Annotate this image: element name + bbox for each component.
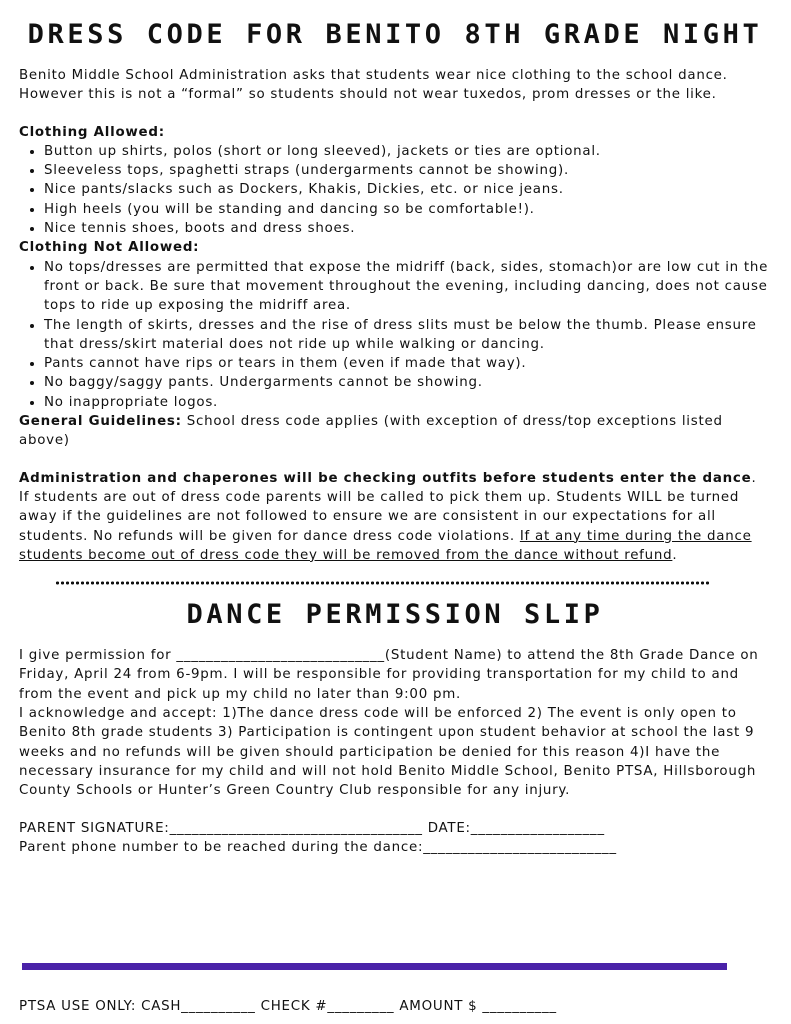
admin-text: . If students are out of dress code parents will be called to pick them up. Students WILL be turned away if the guidelines are not followed to ensure we are consistent in our expectations for all students. No refunds will be given for dance dress code violations. <box>19 470 757 544</box>
dotted-divider <box>55 580 711 586</box>
dress-code-title: DRESS CODE FOR BENITO 8TH GRADE NIGHT <box>27 19 763 50</box>
acknowledgement-paragraph: I acknowledge and accept: 1)The dance dress code will be enforced 2) The event is only open to Benito 8th grade students 3) Participation is contingent upon student behavior at school the last 9 weeks and no refunds will be given should participation be denied for this reason 4)I have the necessary insurance for my child and will not hold Benito Middle School, Benito PTSA, Hillsborough County Schools or Hunter’s Green Country Club responsible for any injury. <box>19 706 757 799</box>
list-item: • High heels (you will be standing and dancing so be comfortable!). <box>44 200 771 219</box>
permission-paragraph: I give permission for ____________________________(Student Name) to attend the 8th Grade Dance on Friday, April 24 from 6-9pm. I will be responsible for providing transportation for my child to and from the event and pick up my child no later than 9:00 pm. <box>19 648 759 702</box>
admin-end: . <box>672 547 678 563</box>
list-item: • No inappropriate logos. <box>44 393 771 412</box>
list-item: • No tops/dresses are permitted that expose the midriff (back, sides, stomach)or are low cut in the front or back. Be sure that movement throughout the evening, including dancing, does not cause tops to ride up exposing the midriff area. <box>44 258 771 316</box>
list-item: • Sleeveless tops, spaghetti straps (undergarments cannot be showing). <box>44 161 771 180</box>
document-page <box>19 0 771 1014</box>
general-guidelines <box>19 412 771 451</box>
allowed-list <box>19 142 771 238</box>
list-item: • No baggy/saggy pants. Undergarments cannot be showing. <box>44 373 771 392</box>
guidelines-text: School dress code applies (with exception of dress/top exceptions listed above) <box>19 414 723 449</box>
permission-slip-title: DANCE PERMISSION SLIP <box>186 599 604 631</box>
admin-underlined-text: If at any time during the dance students become out of dress code they will be removed from the dance without refund <box>19 528 752 563</box>
allowed-heading: Clothing Allowed: <box>19 124 165 140</box>
ptsa-use-line: PTSA USE ONLY: CASH__________ CHECK #_________ AMOUNT $ __________ <box>19 999 557 1014</box>
not-allowed-heading: Clothing Not Allowed: <box>19 240 200 256</box>
guidelines-label: General Guidelines: <box>19 414 182 430</box>
parent-phone-line: Parent phone number to be reached during the dance:__________________________ <box>19 839 617 855</box>
list-item: • Button up shirts, polos (short or long sleeved), jackets or ties are optional. <box>44 142 771 161</box>
admin-notice <box>19 469 771 565</box>
purple-divider-bar <box>22 963 727 970</box>
intro-paragraph: Benito Middle School Administration asks that students wear nice clothing to the school dance. However this is not a “formal” so students should not wear tuxedos, prom dresses or the like. <box>19 68 728 103</box>
not-allowed-list <box>19 258 771 412</box>
list-item: • Nice tennis shoes, boots and dress shoes. <box>44 219 771 238</box>
list-item: • The length of skirts, dresses and the rise of dress slits must be below the thumb. Please ensure that dress/skirt material does not ride up while walking or dancing. <box>44 316 771 355</box>
list-item: • Pants cannot have rips or tears in them (even if made that way). <box>44 354 771 373</box>
list-item: • Nice pants/slacks such as Dockers, Khakis, Dickies, etc. or nice jeans. <box>44 180 771 199</box>
parent-signature-line: PARENT SIGNATURE:__________________________________ DATE:__________________ <box>19 820 605 836</box>
admin-bold-text: Administration and chaperones will be checking outfits before students enter the dance <box>19 470 752 486</box>
